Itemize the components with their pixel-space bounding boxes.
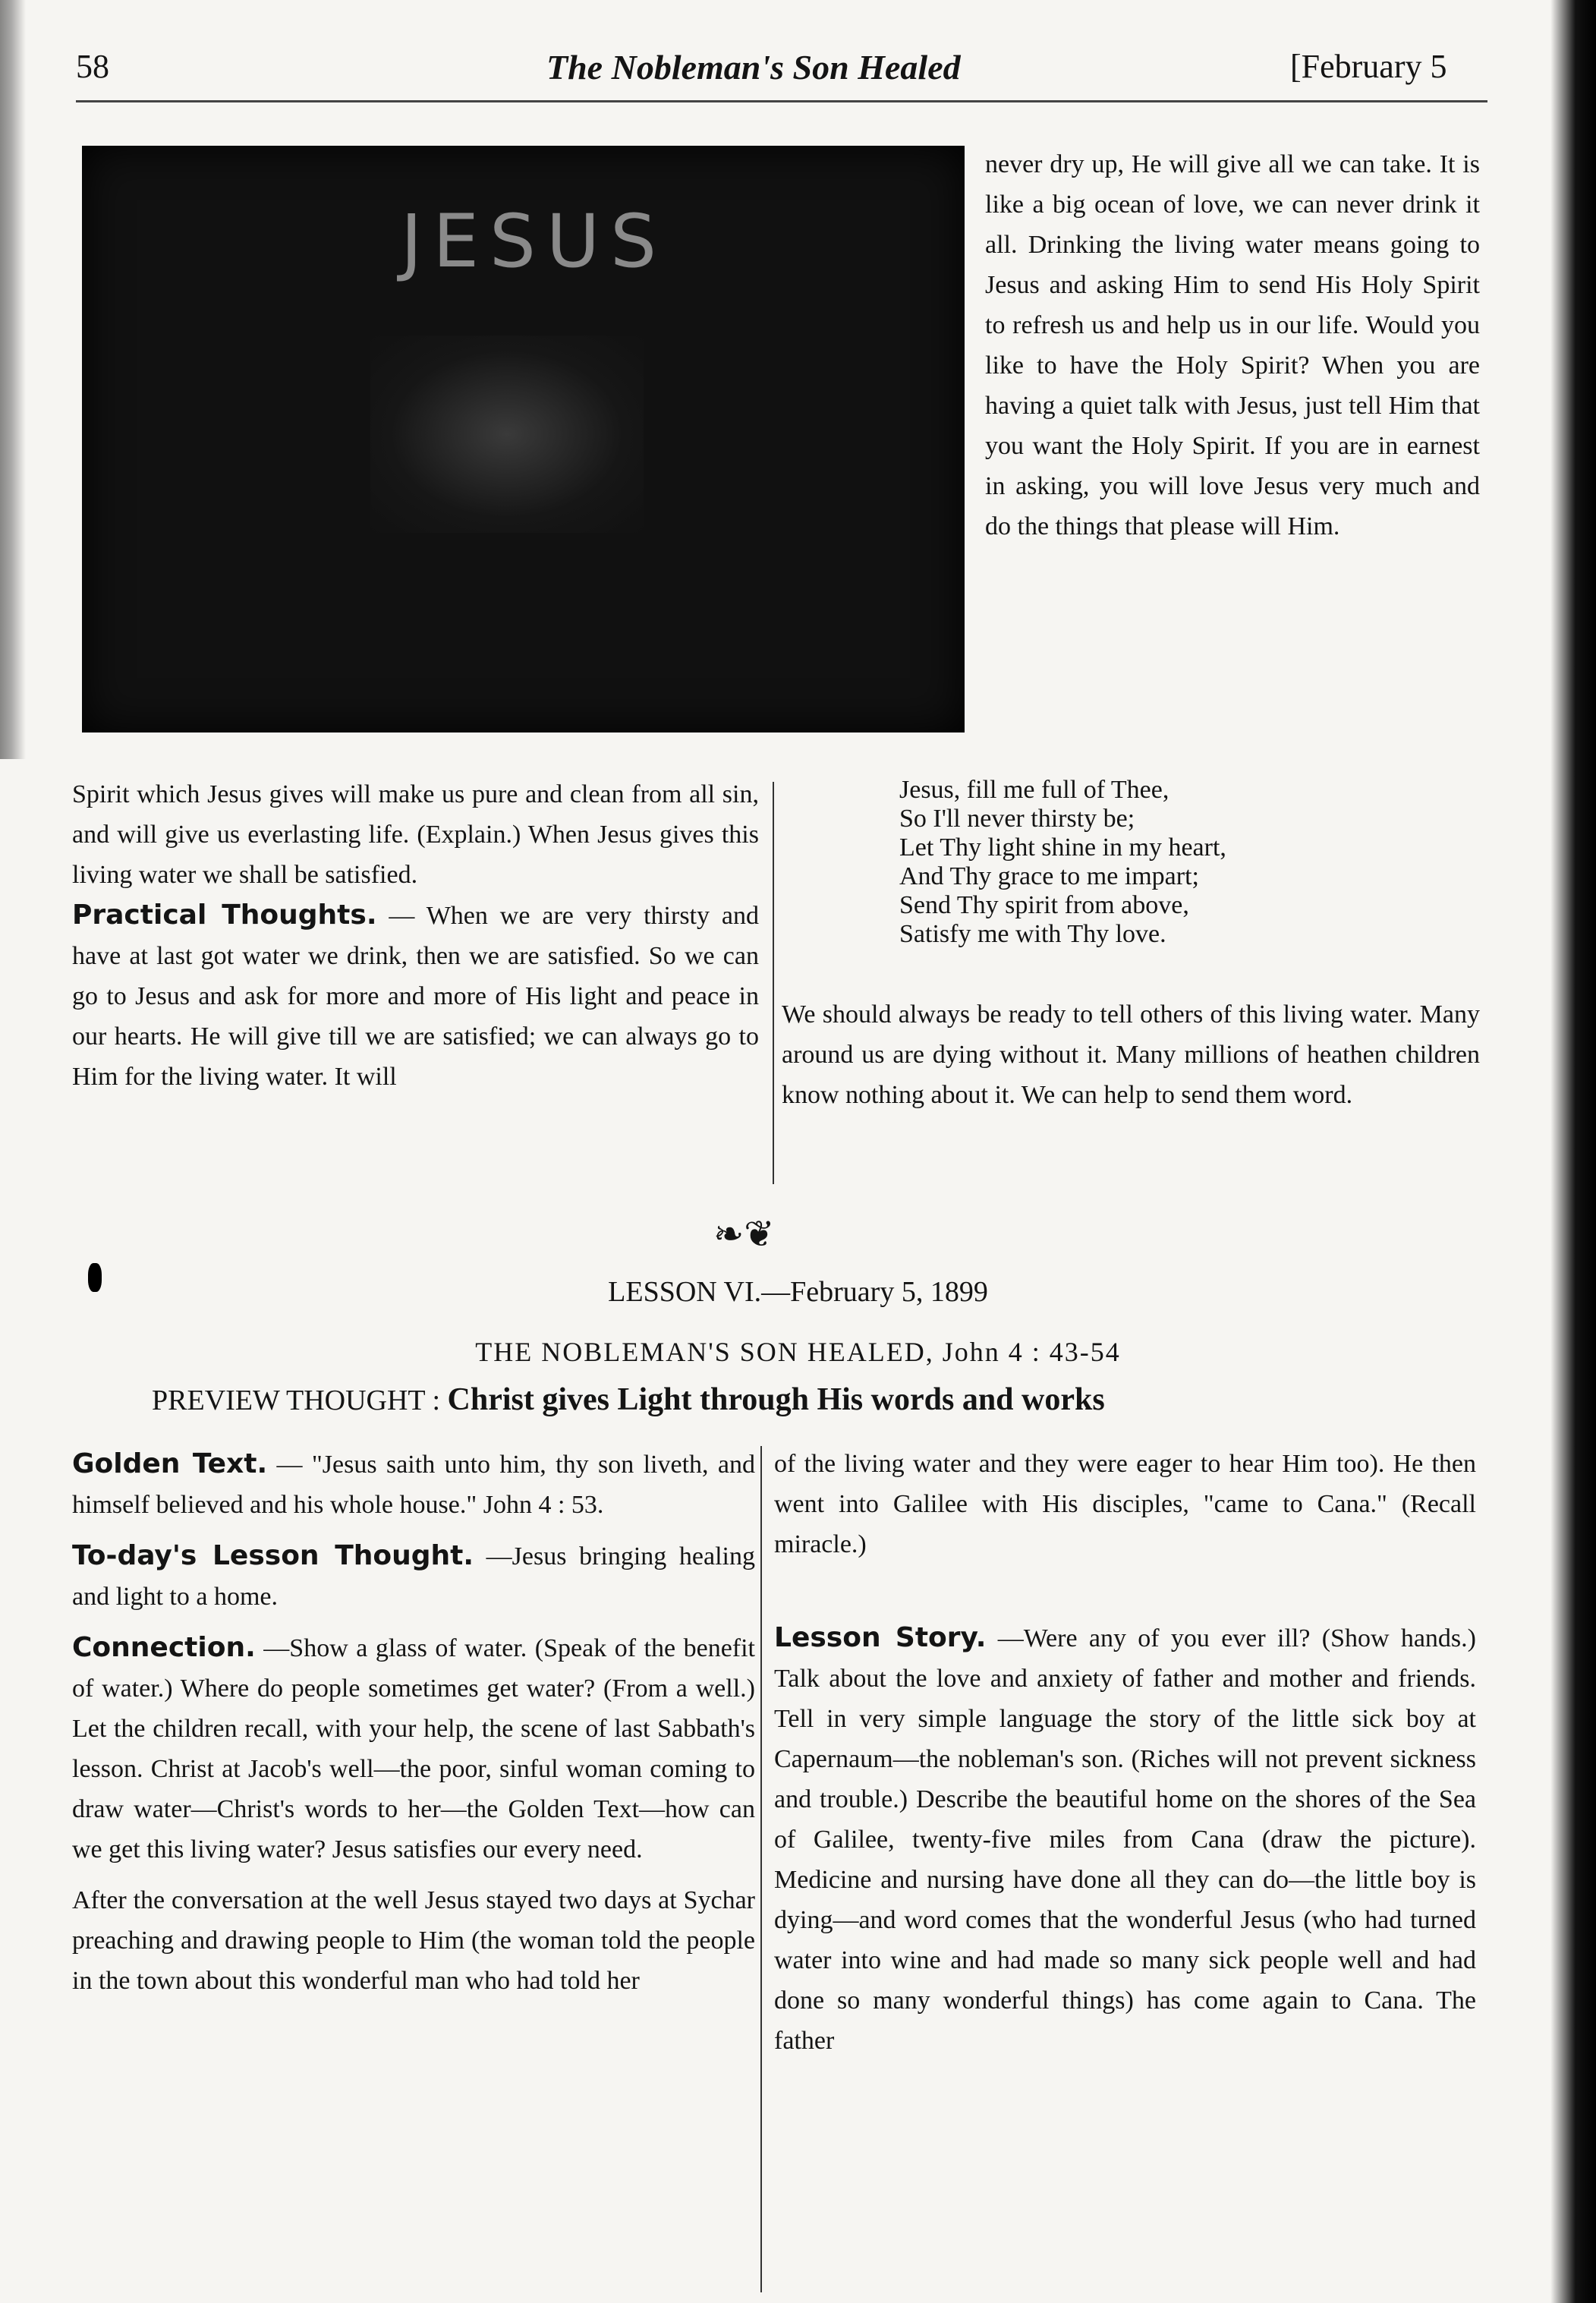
story-heading: Lesson Story.: [774, 1622, 987, 1653]
illustration-label: JESUS: [401, 199, 668, 284]
preview-thought: [152, 1381, 1105, 1418]
header-rule: [76, 100, 1487, 102]
poem-line: So I'll never thirsty be;: [899, 805, 1135, 833]
poem-line: Let Thy light shine in my heart,: [899, 833, 1226, 862]
poem: [899, 776, 1431, 949]
connection-paragraph: [72, 1627, 755, 1870]
poem-line: And Thy grace to me impart;: [899, 862, 1199, 890]
golden-paragraph: [72, 1444, 755, 1525]
ornament-icon: ❧❦: [713, 1215, 775, 1255]
practical-text: — When we are very thirsty and have at last got water we drink, then we are satisfied. So we can go to Jesus and ask for more and more of His light and peace in our hearts. He will give till we are satisfied; we can always go to Him for the living water. It will: [72, 902, 759, 1091]
running-title: The Nobleman's Son Healed: [546, 48, 961, 87]
connection-text: —Show a glass of water. (Speak of the benefit of water.) Where do people sometimes get water? (From a well.) Let the children recall, with your help, the scene of last Sabbath's lesson. Christ at Jacob's well—the poor, sinful woman coming to draw water—Christ's words to her—the Golden Text—how can we get this living water? Jesus satisfies our every need.: [72, 1634, 755, 1864]
today-text: —Jesus bringing healing and light to a home.: [72, 1542, 755, 1611]
lesson-subheading: THE NOBLEMAN'S SON HEALED, John 4 : 43-54: [475, 1337, 1121, 1367]
illustration-glow: [370, 336, 644, 533]
connection-heading: Connection.: [72, 1632, 256, 1663]
poem-line: Satisfy me with Thy love.: [899, 920, 1166, 948]
scan-edge-left: [0, 0, 26, 759]
story-paragraph: [774, 1618, 1476, 2061]
today-heading: To-day's Lesson Thought.: [72, 1540, 474, 1571]
practical-heading: Practical Thoughts.: [72, 899, 377, 931]
golden-heading: Golden Text.: [72, 1448, 268, 1479]
today-paragraph: [72, 1536, 755, 1617]
right-column-upper: [782, 994, 1480, 1115]
golden-text: — "Jesus saith unto him, thy son liveth, and himself believed and his whole house." John 4 : 53.: [72, 1451, 756, 1519]
story-text: —Were any of you ever ill? (Show hands.) Talk about the love and anxiety of father and mother and friends. Tell in very simple language the story of the little sick boy at Capernaum—the nobleman's son. (Riches will not prevent sickness and trouble.) Describe the beautiful home on the shores of the Sea of Galilee, twenty-five miles from Cana (draw the picture). Medicine and nursing have done all they can do—the little boy is dying—and word comes that the wonderful Jesus (who had turned water into wine and had made so many sick people well and had done so many wonderful things) has come again to Cana. The father: [774, 1624, 1476, 2055]
illustration: [82, 146, 965, 732]
preview-text: Christ gives Light through His words and works: [447, 1382, 1105, 1417]
column-divider-lower: [760, 1446, 762, 2292]
scan-edge-right: [1550, 0, 1596, 2303]
preview-label: PREVIEW THOUGHT :: [152, 1385, 440, 1416]
paragraph: Spirit which Jesus gives will make us pure and clean from all sin, and will give us everlasting life. (Explain.) When Jesus gives this living water we shall be satisfied.: [72, 780, 759, 889]
paragraph: We should always be ready to tell others of this living water. Many around us are dying without it. Many millions of heathen children know nothing about it. We can help to send them word.: [782, 1000, 1480, 1109]
left-column-upper: [72, 774, 759, 1097]
top-right-text: [985, 144, 1480, 547]
paragraph: of the living water and they were eager to hear Him too). He then went into Galilee with His disciples, "came to Cana." (Recall miracle.): [774, 1450, 1476, 1558]
poem-line: Send Thy spirit from above,: [899, 891, 1189, 919]
poem-line: Jesus, fill me full of Thee,: [899, 776, 1169, 804]
column-divider: [773, 782, 774, 1184]
right-column-lower: [774, 1444, 1476, 2061]
lesson-heading: LESSON VI.—February 5, 1899: [608, 1276, 988, 1308]
paragraph: never dry up, He will give all we can take. It is like a big ocean of love, we can never drink it all. Drinking the living water means going to Jesus and asking Him to send His Holy Spirit to refresh us and help us in our life. Would you like to have the Holy Spirit? When you are having a quiet talk with Jesus, just tell Him that you want the Holy Spirit. If you are in earnest in asking, you will love Jesus very much and do the things that please will Him.: [985, 150, 1480, 540]
after-paragraph: After the conversation at the well Jesus stayed two days at Sychar preaching and drawing people to Him (the woman told the people in the town about this wonderful man who had told her: [72, 1886, 755, 1995]
left-column-lower: [72, 1444, 755, 2001]
practical-paragraph: [72, 895, 759, 1097]
page-number: 58: [76, 48, 109, 85]
running-date: [February 5: [1290, 48, 1447, 85]
